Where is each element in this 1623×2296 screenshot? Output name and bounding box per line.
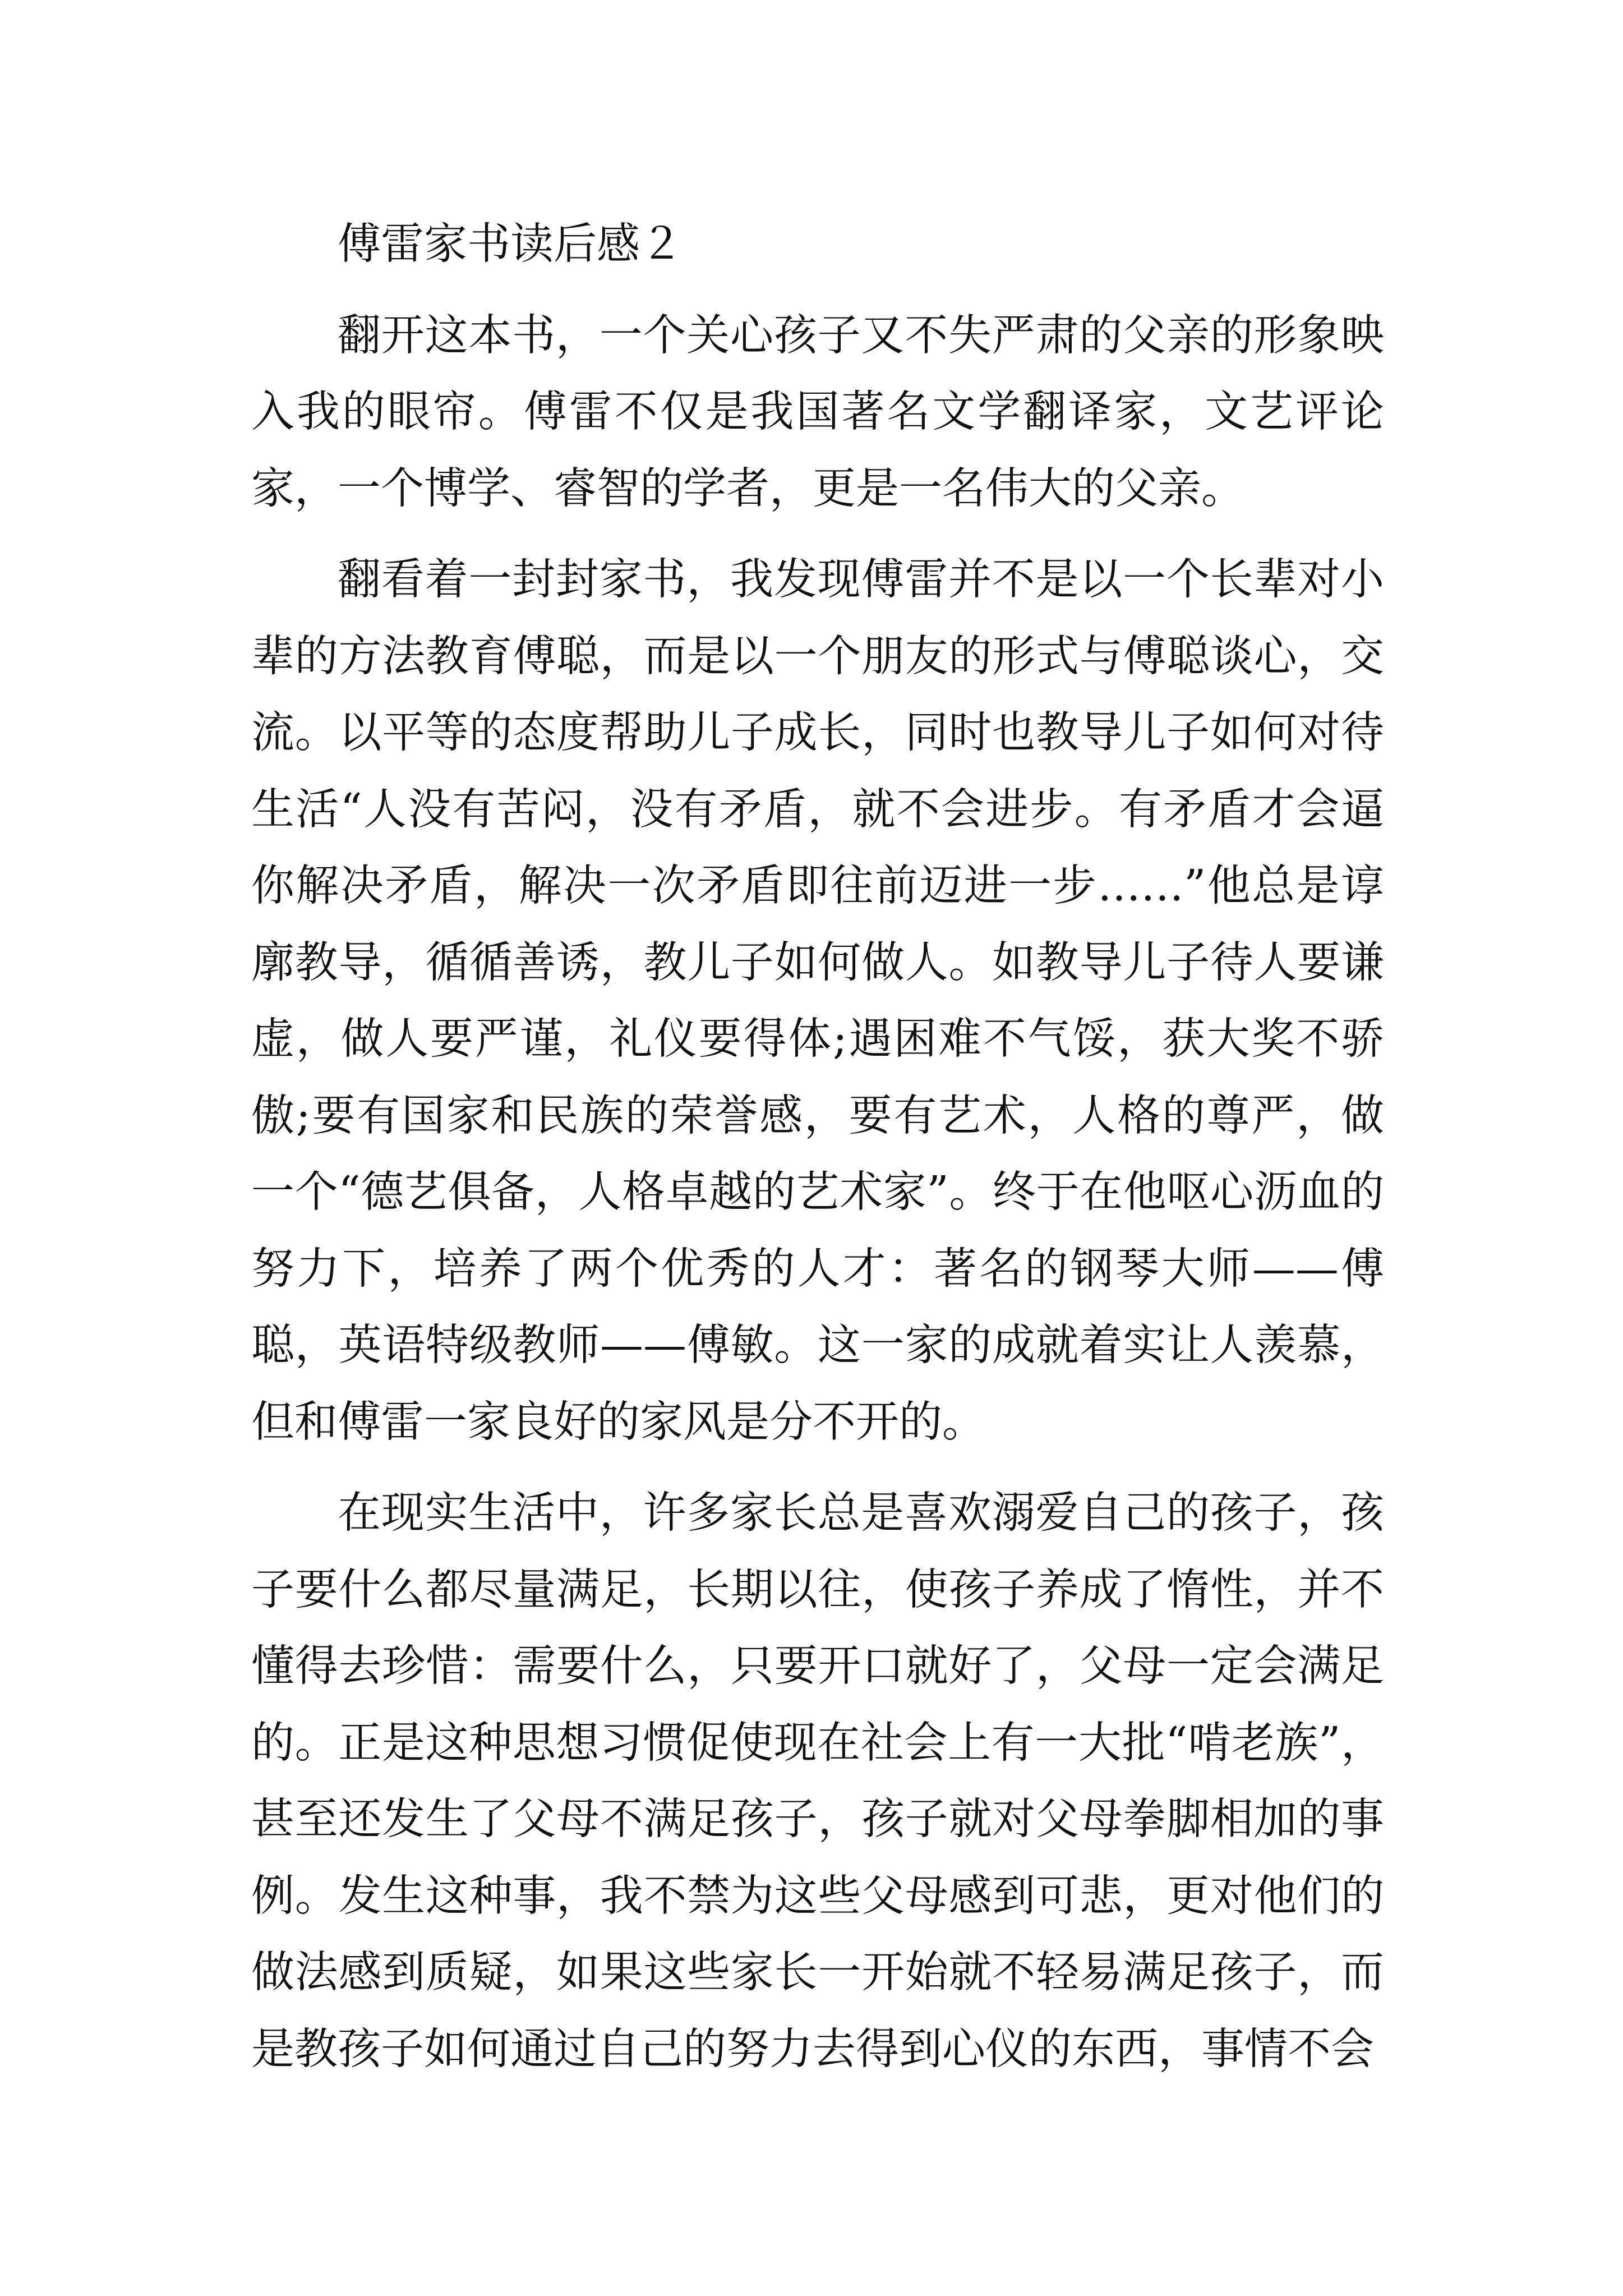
paragraph-2: 翻看着一封封家书，我发现傅雷并不是以一个长辈对小辈的方法教育傅聪，而是以一个朋友的形式与傅聪谈心，交流。以平等的态度帮助儿子成长，同时也教导儿子如何对待生活“人没有苦闷，没有矛盾，就不会进步。有矛盾才会逼你解决矛盾，解决一次矛盾即往前迈进一步……”他总是谆廓教导，循循善诱，教儿子如何做人。如教导儿子待人要谦虚，做人要严谨，礼仪要得体;遇困难不气馁，获大奖不骄傲;要有国家和民族的荣誉感，要有艺术，人格的尊严，做一个“德艺俱备，人格卓越的艺术家”。终于在他呕心沥血的努力下，培养了两个优秀的人才：著名的钢琴大师——傅聪，英语特级教师——傅敏。这一家的成就着实让人羡慕，但和傅雷一家良好的家风是分不开的。 — [251, 555, 1384, 1447]
document-body — [251, 206, 1384, 2088]
paragraph-1: 翻开这本书，一个关心孩子又不失严肃的父亲的形象映入我的眼帘。傅雷不仅是我国著名文学翻译家，文艺评论家，一个博学、睿智的学者，更是一名伟大的父亲。 — [251, 310, 1384, 514]
paragraph-3: 在现实生活中，许多家长总是喜欢溺爱自己的孩子，孩子要什么都尽量满足，长期以往，使孩子养成了惰性，并不懂得去珍惜：需要什么，只要开口就好了，父母一定会满足的。正是这种思想习惯促使现在社会上有一大批“啃老族”，甚至还发生了父母不满足孩子，孩子就对父母拳脚相加的事例。发生这种事，我不禁为这些父母感到可悲，更对他们的做法感到质疑，如果这些家长一开始就不轻易满足孩子，而是教孩子如何通过自己的努力去得到心仪的东西，事情不会 — [251, 1488, 1384, 2074]
document-title: 傅雷家书读后感２ — [338, 219, 683, 269]
